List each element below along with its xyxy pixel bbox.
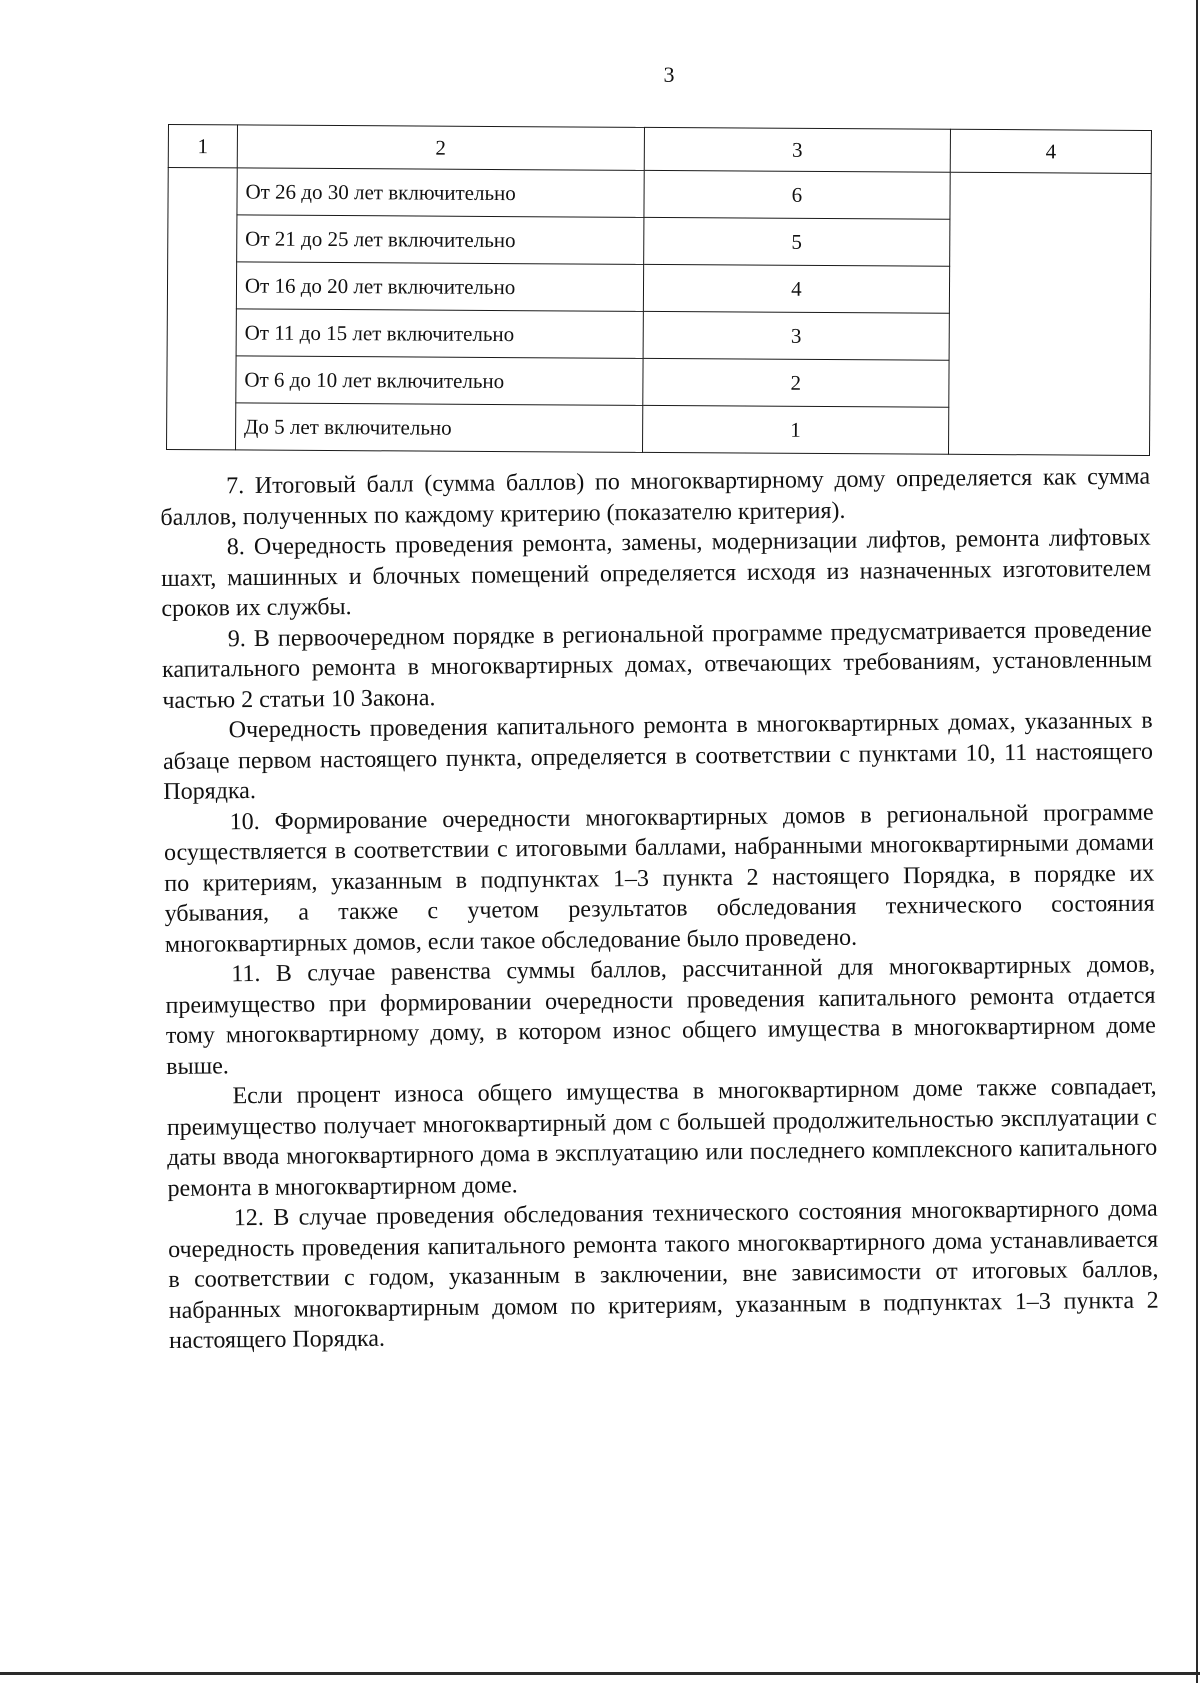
scan-edge-bottom (0, 1672, 1200, 1675)
paragraph-11: 11. В случае равенства суммы баллов, рассчитанной для многоквартирных домов, преимущество при формировании очередности проведения капитального ремонта отдается тому многоквартирному дому, в котором износ общего имущества в многоквартирном доме выше. (165, 951, 1156, 1080)
table-header-row (168, 125, 1151, 174)
paragraph-10: 10. Формирование очередности многоквартирных домов в региональной программе осуществляется в соответствии с итоговыми баллами, набранными многоквартирными домами по критериям, указанным в подпунктах 1–3 пункта 2 настоящего Порядка, в порядке их убывания, а также с учетом результатов обследования технического состояния многоквартирных домов, если такое обследование было проведено. (163, 799, 1155, 958)
table-cell-blank (167, 168, 238, 450)
table-cell-score: 6 (644, 170, 951, 219)
paragraph-11-continued: Если процент износа общего имущества в многоквартирном доме также совпадает, преимущество получает многоквартирный дом с большей продолжительностью эксплуатации с даты ввода многоквартирного дома в эксплуатацию или последнего комплексного капитального ремонта в многоквартирном доме. (166, 1073, 1158, 1202)
table-cell-range: От 26 до 30 лет включительно (237, 168, 644, 217)
table-header-cell: 2 (237, 125, 644, 170)
table-row (168, 168, 1151, 221)
table-cell-range: От 21 до 25 лет включительно (237, 215, 644, 264)
table-header-cell: 1 (168, 125, 237, 168)
page-number: 3 (663, 62, 675, 87)
table-cell-range: От 16 до 20 лет включительно (236, 262, 643, 311)
criteria-table (166, 124, 1152, 456)
paragraph-7: 7. Итоговый балл (сумма баллов) по многоквартирному дому определяется как сумма баллов, полученных по каждому критерию (показателю критерия). (160, 463, 1151, 531)
paragraph-8: 8. Очередность проведения ремонта, замены, модернизации лифтов, ремонта лифтовых шахт, машинных и блочных помещений определяется исходя из назначенных изготовителем сроков их службы. (160, 524, 1152, 622)
table-header-cell: 4 (950, 129, 1151, 173)
table-cell-range: До 5 лет включительно (235, 403, 642, 452)
table-cell-blank (949, 172, 1152, 455)
table-cell-score: 3 (643, 311, 950, 360)
paragraph-9: 9. В первоочередном порядке в региональной программе предусматривается проведение капитального ремонта в многоквартирных домах, отвечающих требованиям, установленным частью 2 статьи 10 Закона. (161, 616, 1153, 714)
table-cell-score: 2 (642, 358, 949, 407)
table-cell-range: От 6 до 10 лет включительно (236, 356, 643, 405)
table-cell-score: 4 (643, 264, 950, 313)
paragraph-9-continued: Очередность проведения капитального ремонта в многоквартирных домах, указанных в абзаце первом настоящего пункта, определяется в соответствии с пунктами 10, 11 настоящего Порядка. (162, 707, 1154, 805)
document-body (160, 462, 1159, 1357)
table-cell-score: 5 (643, 217, 950, 266)
table-header-cell: 3 (644, 127, 951, 172)
table-cell-score: 1 (642, 405, 949, 454)
paragraph-12: 12. В случае проведения обследования технического состояния многоквартирного дома очередность проведения капитального ремонта такого многоквартирного дома устанавливается в соответствии с годом, указанным в заключении, вне зависимости от итоговых баллов, набранных многоквартирным домом по критериям, указанным в подпунктах 1–3 пункта 2 настоящего Порядка. (168, 1195, 1159, 1354)
table-cell-range: От 11 до 15 лет включительно (236, 309, 643, 358)
scan-edge-right (1196, 0, 1198, 1683)
